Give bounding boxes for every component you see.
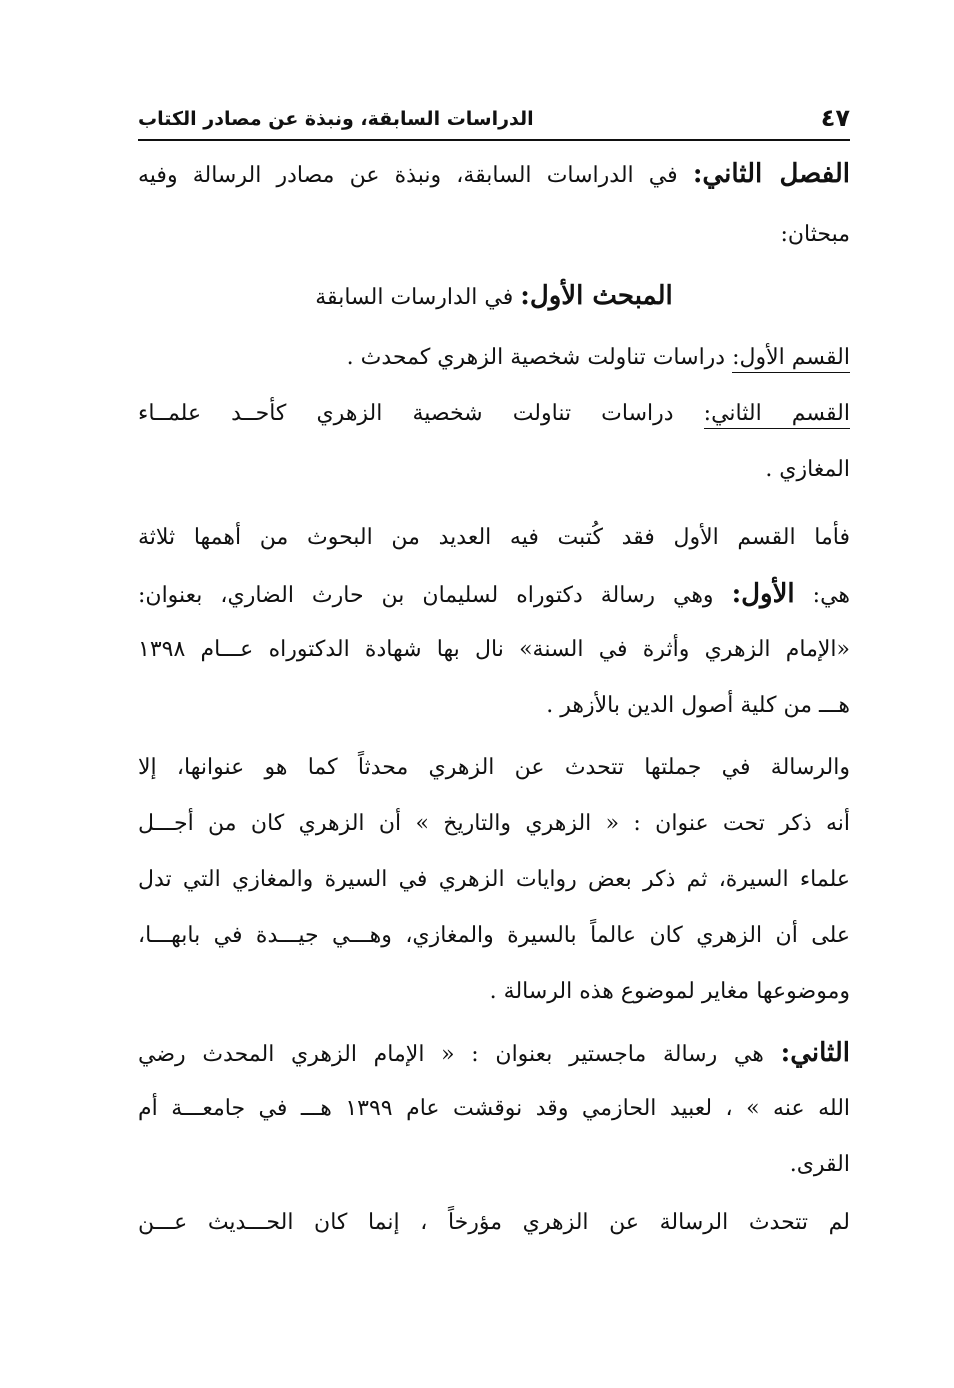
part-1-text: دراسات تناولت شخصية الزهري كمحدث . <box>346 345 726 370</box>
chapter-line-1 <box>138 146 850 204</box>
page-number: ٤٧ <box>820 104 850 132</box>
para-4-line-1 <box>138 1195 850 1251</box>
para-1-line-3: «الإمام الزهري وأثرة في السنة» نال بها شهادة الدكتوراه عـــام ١٣٩٨ <box>138 637 850 662</box>
para-1-pre: هي: <box>812 583 851 608</box>
part-2-text: دراسات تناولت شخصية الزهري كأحــد علمــاء <box>138 401 674 426</box>
chapter-title: في الدراسات السابقة، ونبذة عن مصادر الرسالة وفيه <box>138 163 678 188</box>
header-rule <box>138 139 850 141</box>
part-2-label: القسم الثاني: <box>704 401 850 429</box>
page-header <box>138 102 850 138</box>
chapter-line-2: مبحثان: <box>780 222 850 247</box>
para-1-line-4: هـــ من كلية أصول الدين بالأزهر . <box>546 693 850 718</box>
para-1-line-2 <box>138 566 850 624</box>
para-4-text: لم تتحدث الرسالة عن الزهري مؤرخاً ، إنما كان الحـــديث عـــن <box>138 1210 850 1235</box>
para-2-line-1: والرسالة في جملتها تتحدث عن الزهري محدثاً كما هو عنوانها، إلا <box>138 755 850 780</box>
para-3-line-2: الله عنه » ، لعبيد الحازمي وقد نوقشت عام ١٣٩٩ هـــ في جامعـــة أم <box>138 1096 851 1121</box>
part-1-line <box>138 330 850 386</box>
para-2-line-4: على أن الزهري كان عالماً بالسيرة والمغازي، وهـــي جيـــدة في بابهـــا، <box>138 923 850 948</box>
first-study-label: الأول: <box>731 579 795 609</box>
second-study-label: الثاني: <box>780 1038 851 1068</box>
part-1-label: القسم الأول: <box>732 345 850 373</box>
section-title: في الدارسات السابقة <box>315 285 514 310</box>
para-2-line-5: وموضوعها مغاير لموضوع هذه الرسالة . <box>489 979 850 1004</box>
running-title: الدراسات السابقة، ونبذة عن مصادر الكتاب <box>138 108 534 130</box>
chapter-label: الفصل الثاني: <box>692 159 850 189</box>
para-2-line-2: أنه ذكر تحت عنوان : « الزهري والتاريخ » أن الزهري كان من أجـــل <box>138 811 850 836</box>
para-3-line-1-text: هي رسالة ماجستير بعنوان : « الإمام الزهري المحدث رضي <box>138 1042 764 1067</box>
para-2-line-3: علماء السيرة، ثم ذكر بعض روايات الزهري في السيرة والمغازي التي تدل <box>138 867 851 892</box>
para-1-line-2-text: وهي رسالة دكتوراه لسليمان بن حارث الضاري، بعنوان: <box>138 583 714 608</box>
para-1-line-1: فأما القسم الأول فقد كُتبت فيه العديد من البحوث من أهمها ثلاثة <box>138 525 850 550</box>
part-2-line-2: المغازي . <box>765 457 850 482</box>
part-2-line-1 <box>138 386 850 442</box>
section-label: المبحث الأول: <box>520 281 673 311</box>
para-3-line-3: القرى. <box>789 1152 850 1177</box>
section-heading <box>138 268 850 326</box>
para-3-line-1 <box>138 1025 850 1083</box>
